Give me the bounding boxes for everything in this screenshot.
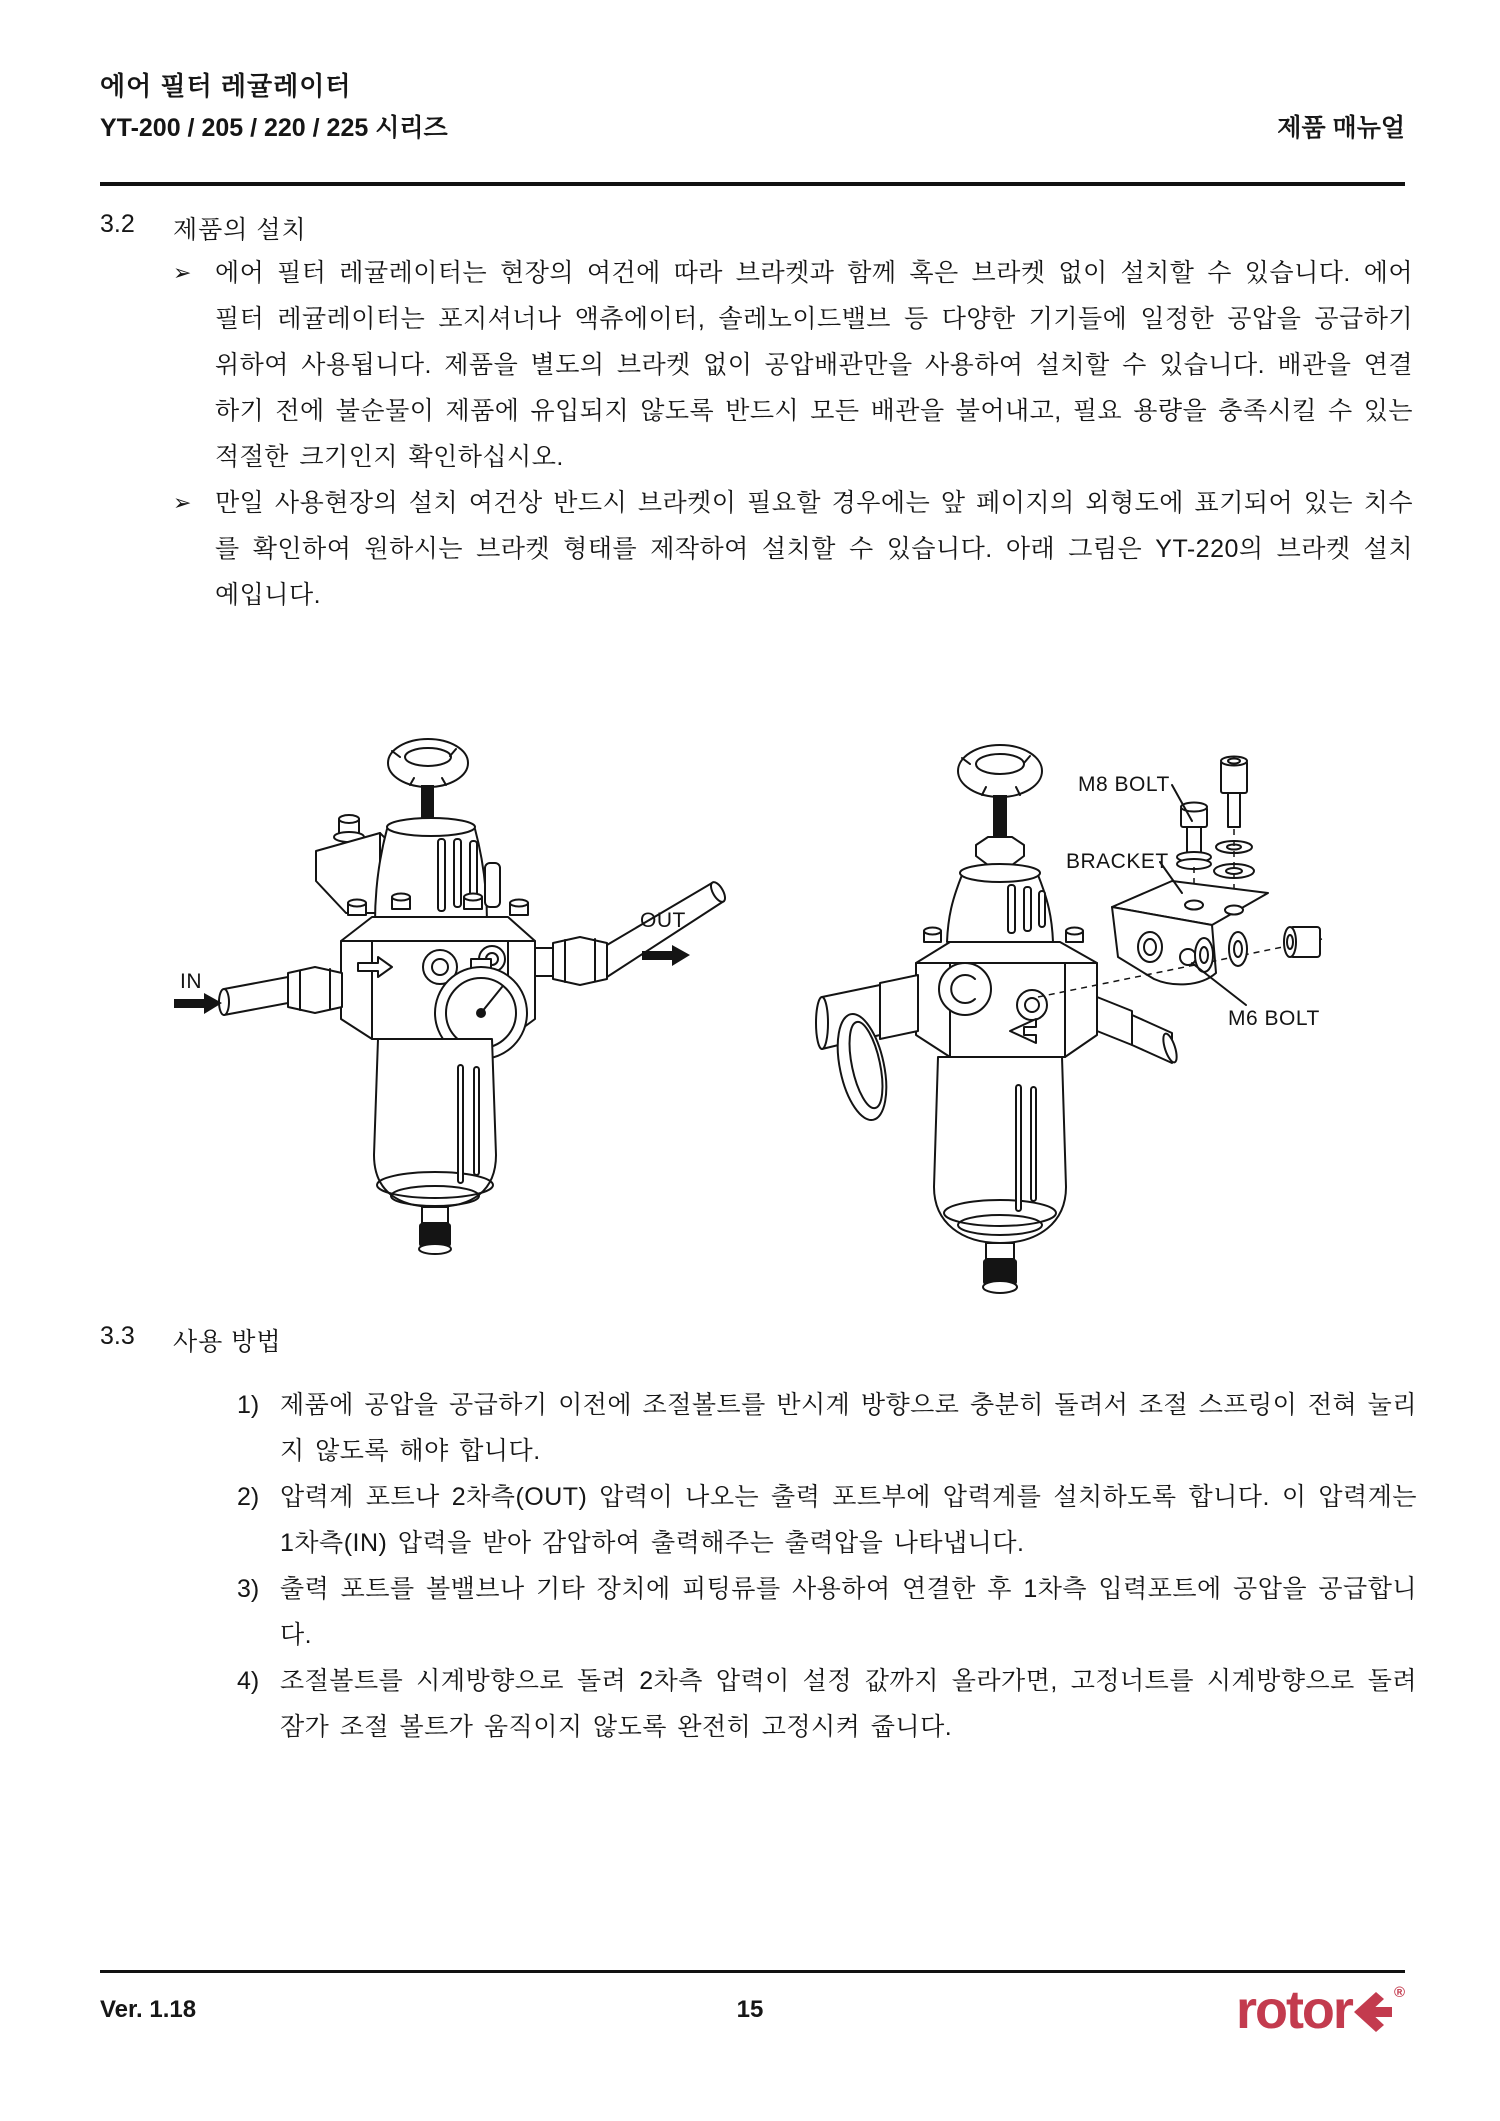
section-32-heading bbox=[100, 210, 1405, 246]
list-item-text: 제품에 공압을 공급하기 이전에 조절볼트를 반시계 방향으로 충분히 돌려서 조절 스프링이 전혀 눌리지 않도록 해야 합니다. bbox=[280, 1391, 1417, 1465]
bullet-arrow-icon: ➢ bbox=[173, 490, 192, 515]
side-boss bbox=[939, 963, 991, 1015]
m8-socket-bolt bbox=[1214, 757, 1254, 879]
section-33-heading bbox=[100, 1322, 1405, 1358]
out-label: OUT bbox=[640, 909, 686, 932]
spring-housing bbox=[947, 864, 1053, 942]
in-label: IN bbox=[180, 970, 202, 993]
list-item bbox=[237, 1658, 1417, 1750]
inlet-pipe bbox=[219, 967, 342, 1015]
bullet-item bbox=[173, 480, 1413, 618]
lock-nut bbox=[976, 837, 1024, 865]
series-label: YT-200 / 205 / 220 / 225 시리즈 bbox=[100, 114, 448, 142]
list-item-number: 2) bbox=[237, 1483, 260, 1511]
page-number: 15 bbox=[736, 1996, 764, 2023]
m6-bolt-label: M6 BOLT bbox=[1228, 1007, 1320, 1030]
page-title: 에어 필터 레귤레이터 bbox=[100, 71, 352, 101]
hand-knob bbox=[958, 745, 1042, 797]
section-33-title: 사용 방법 bbox=[173, 1328, 282, 1356]
list-item-text: 압력계 포트나 2차측(OUT) 압력이 나오는 출력 포트부에 압력계를 설치하도록 합니다. 이 압력계는 1차측(IN) 압력을 받아 감압하여 출력해주는 출력압을 나타냅니다. bbox=[280, 1483, 1417, 1557]
section-32-title: 제품의 설치 bbox=[173, 216, 307, 244]
section-32-bullets bbox=[173, 250, 1413, 618]
drain-neck bbox=[986, 1243, 1014, 1259]
m8-bolt bbox=[1177, 803, 1211, 870]
outlet-pipe bbox=[535, 880, 728, 985]
header-rule bbox=[100, 182, 1405, 186]
filter-bowl bbox=[374, 1039, 496, 1254]
list-item-number: 3) bbox=[237, 1575, 260, 1603]
section-33-number: 3.3 bbox=[100, 1322, 135, 1350]
list-item-text: 출력 포트를 볼밸브나 기타 장치에 피팅류를 사용하여 연결한 후 1차측 입력포트에 공압을 공급합니다. bbox=[280, 1575, 1417, 1649]
bullet-text: 만일 사용현장의 설치 여건상 반드시 브라켓이 필요할 경우에는 앞 페이지의 외형도에 표기되어 있는 치수를 확인하여 원하시는 브라켓 형태를 제작하여 설치할 수 있습니다. 아래 그림은 YT-220의 브라켓 설치 예입니다. bbox=[215, 489, 1413, 609]
list-item-text: 조절볼트를 시계방향으로 돌려 2차측 압력이 설정 값까지 올라가면, 고정너트를 시계방향으로 돌려 잠가 조절 볼트가 움직이지 않도록 완전히 고정시켜 줍니다. bbox=[280, 1667, 1417, 1741]
bracket bbox=[1112, 881, 1268, 984]
footer-rule bbox=[100, 1970, 1405, 1973]
figure-regulator-piping bbox=[140, 735, 740, 1265]
figure-bracket-installation bbox=[800, 735, 1410, 1315]
rotork-logo-text: rotor bbox=[1235, 1980, 1352, 2040]
adjusting-bolt-stem bbox=[993, 795, 1007, 837]
rotork-k-arrow-icon bbox=[1352, 1984, 1392, 2036]
list-item bbox=[237, 1474, 1417, 1566]
filter-bowl bbox=[934, 1057, 1066, 1293]
m6-leader-line bbox=[1192, 963, 1246, 1005]
list-item-number: 1) bbox=[237, 1391, 260, 1419]
header-subrow bbox=[100, 108, 1405, 144]
bullet-text: 에어 필터 레귤레이터는 현장의 여건에 따라 브라켓과 함께 혹은 브라켓 없이 설치할 수 있습니다. 에어 필터 레귤레이터는 포지셔너나 액츄에이터, 솔레노이드밸브 등 다양한 기기들에 일정한 공압을 공급하기 위하여 사용됩니다. 제품을 별도의 브라켓 없이 공압배관만을 사용하여 설치할 수 있습니다. 배관을 연결하기 전에 불순물이 제품에 유입되지 않도록 반드시 모든 배관을 불어내고, 필요 용량을 충족시킬 수 있는 적절한 크기인지 확인하십시오. bbox=[215, 259, 1413, 471]
section-33-list bbox=[237, 1382, 1417, 1750]
footer-version: Ver. 1.18 bbox=[100, 1996, 197, 2023]
m8-bolt-label: M8 BOLT bbox=[1078, 773, 1170, 796]
bullet-arrow-icon: ➢ bbox=[173, 260, 192, 285]
section-32-number: 3.2 bbox=[100, 210, 135, 238]
in-arrow-icon bbox=[174, 993, 222, 1014]
hand-knob bbox=[388, 739, 468, 787]
bracket-label: BRACKET bbox=[1066, 850, 1169, 873]
list-item-number: 4) bbox=[237, 1667, 260, 1695]
bullet-item bbox=[173, 250, 1413, 480]
registered-mark: ® bbox=[1393, 1984, 1405, 2001]
list-item bbox=[237, 1566, 1417, 1658]
outlet-pipe bbox=[1097, 997, 1179, 1064]
rotork-logo bbox=[1235, 1980, 1405, 2040]
doc-type-label: 제품 매뉴얼 bbox=[1277, 114, 1405, 142]
drain-neck bbox=[422, 1207, 448, 1223]
list-item bbox=[237, 1382, 1417, 1474]
